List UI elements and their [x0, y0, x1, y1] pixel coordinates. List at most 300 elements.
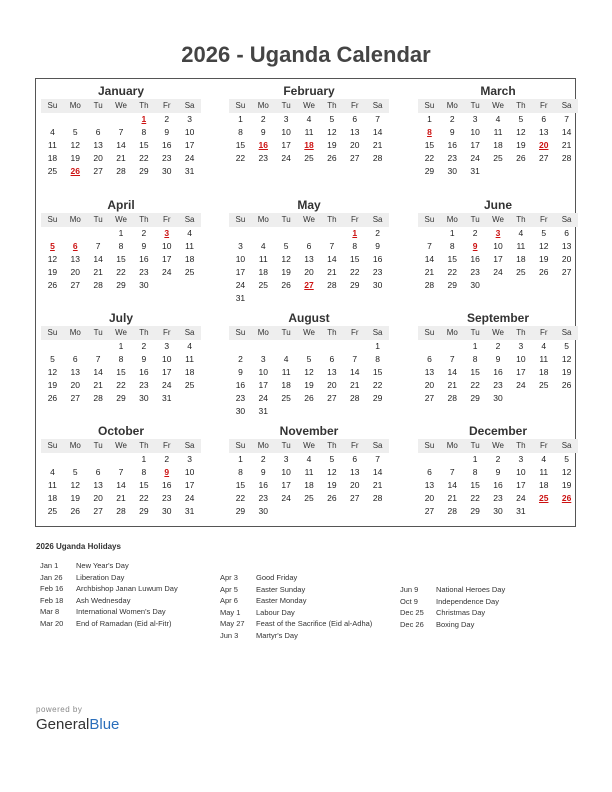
day-cell: 30 — [470, 280, 480, 290]
weekday-label: Mo — [257, 101, 269, 110]
week-row — [41, 113, 201, 126]
weekday-label: Su — [47, 328, 58, 337]
day-cell: 26 — [47, 280, 58, 290]
weekday-label: Mo — [446, 441, 458, 450]
day-cell — [252, 340, 275, 353]
weekday-label: Tu — [281, 101, 291, 110]
day-cell: 30 — [372, 280, 383, 290]
day-cell — [275, 227, 298, 240]
weekday-label: We — [303, 328, 315, 337]
weekday-label: Th — [516, 215, 526, 224]
day-cell: 22 — [470, 493, 480, 503]
day-cell: 19 — [281, 267, 291, 277]
month-name: October — [97, 424, 144, 438]
day-cell: 9 — [141, 241, 147, 251]
day-cell: 16 — [161, 480, 172, 490]
day-cell: 4 — [50, 127, 55, 137]
holiday-item — [40, 560, 178, 572]
day-cell: 1 — [118, 341, 124, 351]
day-cell: 23 — [139, 380, 149, 390]
day-cell: 25 — [184, 267, 195, 277]
holiday-day-cell: 1 — [141, 114, 147, 124]
day-cell: 12 — [327, 127, 337, 137]
day-cell: 16 — [139, 367, 149, 377]
day-cell: 5 — [518, 114, 524, 124]
day-cell — [441, 453, 464, 466]
day-cell: 31 — [470, 166, 480, 176]
day-cell: 1 — [375, 341, 380, 351]
weekday-header — [41, 439, 201, 453]
weekday-label: Fr — [162, 441, 171, 450]
day-cell: 23 — [493, 493, 503, 503]
day-cell: 15 — [139, 480, 149, 490]
weekday-label: Sa — [372, 441, 383, 450]
week-row — [418, 266, 578, 279]
day-cell — [178, 279, 201, 292]
day-cell: 11 — [539, 354, 549, 364]
day-cell: 17 — [470, 140, 480, 150]
day-cell: 5 — [329, 454, 335, 464]
holiday-day-cell: 8 — [427, 127, 432, 137]
week-row — [418, 152, 578, 165]
day-cell: 10 — [184, 467, 195, 477]
weekday-label: Th — [516, 328, 526, 337]
holidays-column — [40, 560, 178, 629]
day-cell: 31 — [516, 506, 526, 516]
day-cell: 12 — [70, 480, 81, 490]
week-row — [418, 279, 578, 292]
holiday-day-cell: 27 — [304, 280, 314, 290]
day-cell: 4 — [541, 454, 547, 464]
holiday-date: Dec 25 — [400, 608, 424, 617]
powered-by-text: powered by — [36, 705, 83, 714]
day-cell: 10 — [235, 254, 246, 264]
day-cell: 14 — [349, 367, 360, 377]
day-cell: 4 — [187, 228, 192, 238]
holiday-item — [220, 618, 372, 630]
day-cell: 5 — [306, 354, 312, 364]
day-cell: 16 — [235, 380, 246, 390]
day-cell: 9 — [164, 127, 170, 137]
day-cell: 12 — [70, 140, 81, 150]
month-august — [229, 306, 389, 418]
day-cell: 1 — [427, 114, 432, 124]
week-row — [41, 240, 201, 253]
weekday-header — [41, 213, 201, 227]
week-row — [418, 340, 578, 353]
day-cell — [366, 505, 389, 518]
day-cell: 31 — [161, 393, 172, 403]
weekday-label: Th — [327, 215, 337, 224]
day-cell: 4 — [187, 341, 192, 351]
day-cell: 10 — [470, 127, 480, 137]
weekday-label: Su — [47, 441, 58, 450]
holiday-day-cell: 16 — [258, 140, 269, 150]
weekday-label: Su — [235, 328, 246, 337]
week-row — [41, 279, 201, 292]
holiday-day-cell: 25 — [538, 493, 549, 503]
week-row — [418, 479, 578, 492]
week-row — [418, 392, 578, 405]
holiday-name: End of Ramadan (Eid al-Fitr) — [76, 618, 172, 628]
week-row — [229, 466, 389, 479]
holiday-day-cell: 6 — [72, 241, 78, 251]
day-cell: 8 — [141, 127, 147, 137]
day-cell: 17 — [516, 367, 526, 377]
holiday-date: Jan 1 — [40, 561, 59, 570]
day-cell: 20 — [349, 140, 360, 150]
day-cell: 17 — [184, 480, 195, 490]
day-cell: 3 — [283, 114, 289, 124]
day-cell — [252, 292, 275, 305]
day-cell: 29 — [139, 166, 149, 176]
day-cell: 26 — [327, 493, 337, 503]
day-cell — [178, 392, 201, 405]
weekday-label: Th — [516, 101, 526, 110]
footer — [36, 705, 119, 733]
day-cell: 29 — [470, 393, 480, 403]
day-cell: 14 — [372, 127, 383, 137]
day-cell: 14 — [116, 140, 126, 150]
day-cell: 14 — [447, 367, 458, 377]
day-cell: 19 — [304, 380, 314, 390]
week-row — [41, 253, 201, 266]
day-cell: 20 — [424, 493, 435, 503]
week-row — [229, 405, 389, 418]
day-cell: 10 — [258, 367, 269, 377]
day-cell: 19 — [538, 254, 549, 264]
day-cell: 2 — [164, 114, 170, 124]
day-cell: 17 — [281, 140, 291, 150]
day-cell: 26 — [304, 393, 314, 403]
weekday-label: We — [492, 101, 504, 110]
day-cell: 2 — [495, 454, 501, 464]
weekday-header — [418, 439, 578, 453]
day-cell: 24 — [161, 267, 172, 277]
day-cell: 21 — [372, 480, 383, 490]
day-cell: 26 — [516, 153, 526, 163]
day-cell: 16 — [447, 140, 458, 150]
week-row — [418, 113, 578, 126]
day-cell — [487, 165, 510, 178]
day-cell — [343, 292, 366, 305]
day-cell: 22 — [235, 153, 246, 163]
day-cell: 31 — [258, 406, 269, 416]
day-cell: 6 — [95, 467, 101, 477]
weekday-label: Tu — [93, 441, 103, 450]
day-cell: 26 — [70, 506, 81, 516]
day-cell: 17 — [161, 367, 172, 377]
day-cell: 25 — [258, 280, 269, 290]
day-cell: 15 — [116, 367, 126, 377]
day-cell: 14 — [327, 254, 337, 264]
week-row — [41, 366, 201, 379]
day-cell: 23 — [161, 153, 172, 163]
day-cell: 16 — [258, 480, 269, 490]
weekday-label: Fr — [539, 328, 548, 337]
weekday-label: Th — [139, 328, 149, 337]
day-cell: 24 — [235, 280, 246, 290]
holiday-item — [400, 619, 505, 631]
brand-part-blue: Blue — [89, 716, 120, 733]
day-cell — [87, 113, 110, 126]
weekday-label: Sa — [184, 215, 195, 224]
day-cell: 4 — [283, 354, 289, 364]
day-cell: 9 — [495, 354, 501, 364]
day-cell: 15 — [235, 140, 246, 150]
holiday-day-cell: 20 — [538, 140, 549, 150]
day-cell: 29 — [470, 506, 480, 516]
day-cell: 14 — [93, 254, 103, 264]
weekday-label: Mo — [69, 441, 81, 450]
day-cell: 15 — [235, 480, 246, 490]
day-cell: 4 — [50, 467, 55, 477]
day-cell: 18 — [493, 140, 503, 150]
weekday-label: Tu — [93, 215, 103, 224]
day-cell — [343, 340, 366, 353]
holiday-day-cell: 26 — [70, 166, 81, 176]
day-cell: 13 — [349, 467, 360, 477]
day-cell: 5 — [72, 127, 78, 137]
day-cell: 24 — [161, 380, 172, 390]
day-cell: 14 — [116, 480, 126, 490]
day-cell: 28 — [93, 393, 103, 403]
week-row — [418, 353, 578, 366]
day-cell: 22 — [349, 267, 360, 277]
week-row — [229, 139, 389, 152]
day-cell: 18 — [304, 480, 314, 490]
day-cell: 15 — [447, 254, 458, 264]
day-cell — [509, 279, 532, 292]
day-cell: 12 — [561, 467, 572, 477]
day-cell: 2 — [260, 114, 266, 124]
month-name: February — [283, 84, 335, 98]
day-cell: 16 — [139, 254, 149, 264]
day-cell: 5 — [564, 454, 569, 464]
day-cell — [555, 279, 578, 292]
weekday-label: Mo — [257, 441, 269, 450]
weekday-label: Tu — [93, 101, 103, 110]
day-cell: 24 — [493, 267, 503, 277]
week-row — [41, 353, 201, 366]
week-row — [41, 492, 201, 505]
day-cell: 12 — [281, 254, 291, 264]
holiday-name: Good Friday — [256, 573, 298, 582]
day-cell: 18 — [281, 380, 291, 390]
holiday-name: Labour Day — [256, 607, 295, 617]
weekday-label: Su — [424, 215, 435, 224]
day-cell: 3 — [260, 354, 266, 364]
day-cell: 9 — [238, 367, 243, 377]
month-february — [229, 79, 389, 165]
day-cell: 9 — [260, 127, 266, 137]
day-cell: 3 — [472, 114, 478, 124]
brand-logo[interactable] — [36, 716, 119, 733]
day-cell: 17 — [161, 254, 172, 264]
day-cell: 24 — [281, 493, 291, 503]
day-cell: 29 — [116, 393, 126, 403]
day-cell — [418, 453, 441, 466]
day-cell: 15 — [470, 480, 480, 490]
weekday-label: Th — [327, 101, 337, 110]
day-cell: 27 — [327, 393, 337, 403]
day-cell: 29 — [139, 506, 149, 516]
day-cell: 11 — [516, 241, 526, 251]
day-cell: 7 — [352, 354, 358, 364]
month-june — [418, 193, 578, 292]
week-row — [418, 492, 578, 505]
holiday-date: Jun 3 — [220, 630, 239, 640]
month-name: April — [107, 198, 135, 212]
day-cell: 10 — [516, 467, 526, 477]
day-cell — [509, 392, 532, 405]
day-cell: 19 — [70, 493, 81, 503]
day-cell: 17 — [258, 380, 269, 390]
day-cell: 20 — [561, 254, 572, 264]
day-cell: 23 — [161, 493, 172, 503]
day-cell: 5 — [564, 341, 569, 351]
holiday-day-cell: 3 — [164, 228, 170, 238]
day-cell: 8 — [375, 354, 380, 364]
day-cell: 22 — [447, 267, 458, 277]
day-cell: 3 — [283, 454, 289, 464]
day-cell — [532, 505, 555, 518]
month-july — [41, 306, 201, 405]
day-cell — [555, 392, 578, 405]
day-cell: 24 — [258, 393, 269, 403]
week-row — [229, 479, 389, 492]
month-name: July — [108, 311, 133, 325]
day-cell — [110, 113, 133, 126]
month-november — [229, 419, 389, 518]
day-cell: 24 — [184, 493, 195, 503]
day-cell: 9 — [141, 354, 147, 364]
day-cell: 7 — [564, 114, 569, 124]
day-cell: 27 — [561, 267, 572, 277]
day-cell: 8 — [238, 127, 243, 137]
day-cell: 6 — [72, 354, 78, 364]
week-row — [229, 353, 389, 366]
weekday-label: Sa — [372, 328, 383, 337]
day-cell: 25 — [516, 267, 526, 277]
day-cell: 8 — [238, 467, 243, 477]
day-cell: 29 — [116, 280, 126, 290]
week-row — [41, 227, 201, 240]
day-cell: 30 — [161, 506, 172, 516]
week-row — [41, 340, 201, 353]
weekday-header — [41, 326, 201, 340]
holiday-name: National Heroes Day — [436, 585, 506, 594]
holiday-item — [220, 572, 372, 584]
week-row — [41, 505, 201, 518]
weekday-header — [41, 99, 201, 113]
day-cell — [298, 292, 321, 305]
day-cell: 28 — [561, 153, 572, 163]
day-cell: 28 — [372, 153, 383, 163]
day-cell — [229, 227, 252, 240]
holidays-column — [400, 584, 505, 630]
holiday-date: Dec 26 — [400, 619, 424, 629]
day-cell: 1 — [141, 454, 147, 464]
month-may — [229, 193, 389, 305]
weekday-label: We — [115, 441, 127, 450]
day-cell: 4 — [306, 114, 312, 124]
day-cell: 6 — [95, 127, 101, 137]
day-cell: 2 — [495, 341, 501, 351]
day-cell: 15 — [470, 367, 480, 377]
holiday-date: May 27 — [220, 619, 245, 628]
day-cell: 25 — [184, 380, 195, 390]
day-cell — [298, 340, 321, 353]
day-cell: 18 — [184, 254, 195, 264]
page-title: 2026 - Uganda Calendar — [181, 42, 431, 67]
day-cell: 7 — [95, 354, 101, 364]
day-cell: 27 — [349, 493, 360, 503]
weekday-label: We — [492, 215, 504, 224]
day-cell: 1 — [472, 454, 478, 464]
week-row — [418, 165, 578, 178]
day-cell: 7 — [449, 354, 455, 364]
day-cell: 28 — [93, 280, 103, 290]
day-cell: 2 — [164, 454, 170, 464]
holiday-date: Apr 6 — [220, 596, 238, 605]
day-cell: 3 — [164, 341, 170, 351]
day-cell: 28 — [116, 506, 126, 516]
day-cell: 25 — [304, 153, 314, 163]
weekday-label: Mo — [69, 101, 81, 110]
day-cell: 11 — [185, 241, 194, 251]
day-cell: 4 — [541, 341, 547, 351]
week-row — [41, 479, 201, 492]
month-april — [41, 193, 201, 292]
weekday-label: Sa — [184, 328, 195, 337]
week-row — [418, 227, 578, 240]
weekday-label: Th — [516, 441, 526, 450]
day-cell: 6 — [352, 114, 358, 124]
day-cell: 20 — [424, 380, 435, 390]
day-cell: 8 — [472, 354, 478, 364]
holiday-day-cell: 1 — [352, 228, 358, 238]
day-cell: 22 — [470, 380, 480, 390]
month-name: January — [97, 84, 145, 98]
weekday-label: Tu — [470, 101, 480, 110]
day-cell: 13 — [424, 367, 435, 377]
day-cell: 19 — [327, 480, 337, 490]
day-cell: 24 — [516, 380, 526, 390]
day-cell — [320, 505, 343, 518]
weekday-label: Su — [235, 101, 246, 110]
holiday-day-cell: 18 — [304, 140, 314, 150]
day-cell: 31 — [184, 506, 195, 516]
day-cell: 23 — [447, 153, 458, 163]
week-row — [41, 126, 201, 139]
day-cell: 21 — [327, 267, 337, 277]
weekday-label: Su — [235, 441, 246, 450]
day-cell — [87, 453, 110, 466]
day-cell: 26 — [281, 280, 291, 290]
day-cell: 23 — [235, 393, 246, 403]
month-name: August — [288, 311, 330, 325]
week-row — [229, 366, 389, 379]
weekday-label: We — [115, 328, 127, 337]
weekday-label: Mo — [446, 101, 458, 110]
day-cell: 22 — [116, 380, 126, 390]
week-row — [229, 240, 389, 253]
day-cell: 13 — [327, 367, 337, 377]
week-row — [418, 379, 578, 392]
day-cell: 20 — [93, 493, 103, 503]
day-cell: 2 — [375, 228, 380, 238]
